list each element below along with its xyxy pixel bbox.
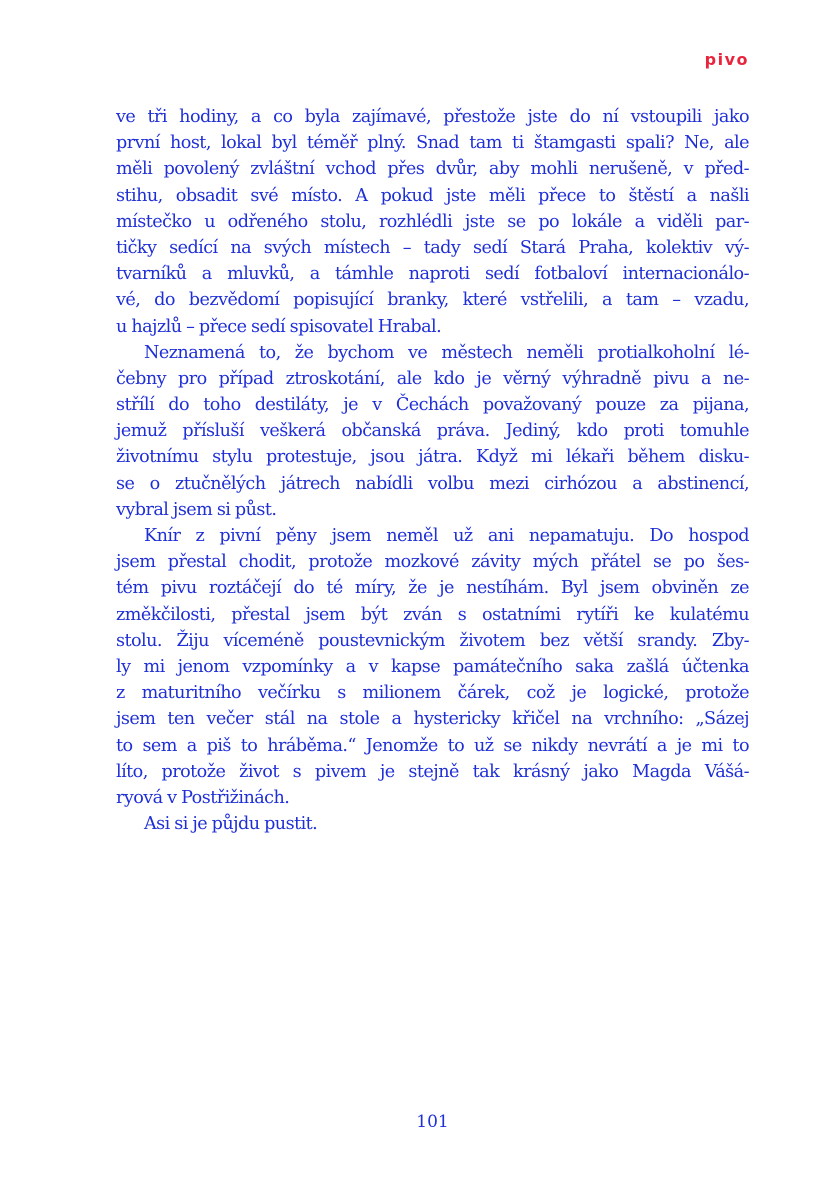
text-line: to sem a piš to hráběma.“ Jenomže to už se nikdy nevrátí a je mi to xyxy=(116,735,749,756)
page-number: 101 xyxy=(416,1112,449,1132)
text-line: první host, lokal byl téměř plný. Snad tam ti štamgasti spali? Ne, ale xyxy=(116,133,749,154)
text-line: z maturitního večírku s milionem čárek, což je logické, protože xyxy=(116,683,749,704)
text-line: Neznamená to, že bychom ve městech neměli protialkoholní lé- xyxy=(144,342,749,363)
text-line: Asi si je půjdu pustit. xyxy=(144,814,318,835)
paragraph-2 xyxy=(116,340,749,523)
text-line: tém pivu roztáčejí do té míry, že je nestíhám. Byl jsem obviněn ze xyxy=(116,578,749,599)
text-line: u hajzlů – přece sedí spisovatel Hrabal. xyxy=(116,316,442,337)
body-text xyxy=(116,104,749,837)
text-line: změkčilosti, přestal jsem být zván s ostatními rytíři ke kulatému xyxy=(116,604,749,625)
text-line: místečko u odřeného stolu, rozhlédli jste se po lokále a viděli par- xyxy=(116,211,749,232)
text-line: stolu. Žiju víceméně poustevnickým životem bez větší srandy. Zby- xyxy=(116,630,749,651)
text-line: tičky sedící na svých místech – tady sedí Stará Praha, kolektiv vý- xyxy=(116,237,749,258)
paragraph-1 xyxy=(116,104,749,340)
text-line: jsem ten večer stál na stole a hystericky křičel na vrchního: „Sázej xyxy=(116,709,749,730)
text-line: tvarníků a mluvků, a támhle naproti sedí fotbaloví internacionálo- xyxy=(116,264,749,285)
text-line: se o ztučnělých játrech nabídli volbu mezi cirhózou a abstinencí, xyxy=(116,473,749,494)
text-line: vé, do bezvědomí popisující branky, které vstřelili, a tam – vzadu, xyxy=(116,290,749,311)
text-line: vybral jsem si půst. xyxy=(116,499,277,520)
text-line: střílí do toho destiláty, je v Čechách považovaný pouze za pijana, xyxy=(116,395,749,416)
text-line: jemuž přísluší veškerá občanská práva. Jediný, kdo proti tomuhle xyxy=(116,421,749,442)
text-line: ly mi jenom vzpomínky a v kapse památečního saka zašlá účtenka xyxy=(116,656,749,677)
text-line: měli povolený zvláštní vchod přes dvůr, aby mohli nerušeně, v před- xyxy=(116,159,749,180)
text-line: ve tři hodiny, a co byla zajímavé, přestože jste do ní vstoupili jako xyxy=(116,107,749,127)
text-line: jsem přestal chodit, protože mozkové závity mých přátel se po šes- xyxy=(116,552,749,573)
text-line: ryová v Postřižinách. xyxy=(116,787,290,808)
paragraph-3 xyxy=(116,523,749,811)
paragraph-4 xyxy=(116,811,749,837)
running-head: pivo xyxy=(704,50,749,69)
text-line: životnímu stylu protestuje, jsou játra. Když mi lékaři během disku- xyxy=(116,447,749,468)
text-line: stihu, obsadit své místo. A pokud jste měli přece to štěstí a našli xyxy=(116,185,749,206)
text-line: líto, protože život s pivem je stejně tak krásný jako Magda Vášá- xyxy=(116,761,749,782)
text-line: Knír z pivní pěny jsem neměl už ani nepamatuju. Do hospod xyxy=(144,526,749,546)
text-line: čebny pro případ ztroskotání, ale kdo je věrný výhradně pivu a ne- xyxy=(116,368,749,389)
